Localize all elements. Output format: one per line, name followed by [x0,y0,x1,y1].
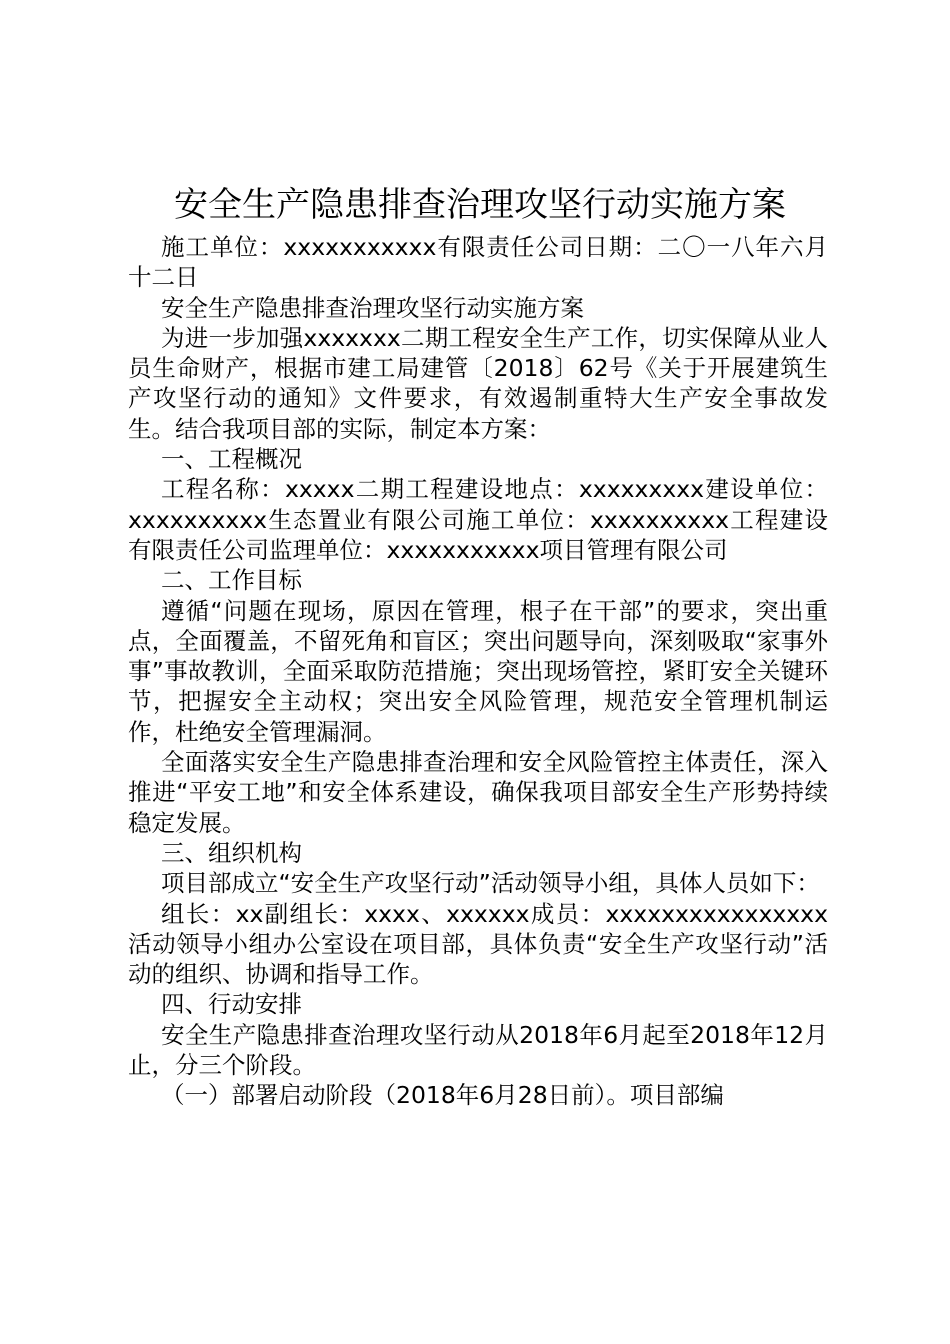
document-body [128,232,828,1111]
section-heading-goals: 二、工作目标 [161,566,302,595]
document-title: 安全生产隐患排查治理攻坚行动实施方案 [174,185,786,225]
paragraph-organization-intro: 项目部成立“安全生产攻坚行动”活动领导小组，具体人员如下： [161,869,820,898]
paragraph-organization-members: 组长：xx副组长：xxxx、xxxxxx成员：xxxxxxxxxxxxxxxx活动领导小组办公室设在项目部，具体负责“安全生产攻坚行动”活动的组织、协调和指导工作。 [128,899,828,989]
paragraph-phase-1: （一）部署启动阶段（2018年6月28日前）。项目部编 [161,1081,724,1110]
section-heading-schedule: 四、行动安排 [161,990,302,1019]
paragraph-subtitle: 安全生产隐患排查治理攻坚行动实施方案 [161,293,584,322]
section-heading-overview: 一、工程概况 [161,445,302,474]
paragraph-goals-1: 遵循“问题在现场，原因在管理，根子在干部”的要求，突出重点，全面覆盖，不留死角和盲区；突出问题导向，深刻吸取“家事外事”事故教训，全面采取防范措施；突出现场管控，紧盯安全关键环节，把握安全主动权；突出安全风险管理，规范安全管理机制运作，杜绝安全管理漏洞。 [128,596,828,746]
paragraph-intro: 为进一步加强xxxxxxx二期工程安全生产工作，切实保障从业人员生命财产，根据市建工局建管〔2018〕62号《关于开展建筑生产攻坚行动的通知》文件要求，有效遏制重特大生产安全事故发生。结合我项目部的实际，制定本方案： [128,323,828,443]
paragraph-project-info: 工程名称：xxxxx二期工程建设地点：xxxxxxxxx建设单位：xxxxxxxxxx生态置业有限公司施工单位：xxxxxxxxxx工程建设有限责任公司监理单位：xxxxxxxxxxx项目管理有限公司 [128,475,828,564]
paragraph-company-date: 施工单位：xxxxxxxxxxx有限责任公司日期：二〇一八年六月十二日 [128,233,828,292]
section-heading-organization: 三、组织机构 [161,838,302,867]
paragraph-goals-2: 全面落实安全生产隐患排查治理和安全风险管控主体责任，深入推进“平安工地”和安全体系建设，确保我项目部安全生产形势持续稳定发展。 [128,748,828,837]
paragraph-schedule: 安全生产隐患排查治理攻坚行动从2018年6月起至2018年12月止，分三个阶段。 [128,1020,828,1080]
